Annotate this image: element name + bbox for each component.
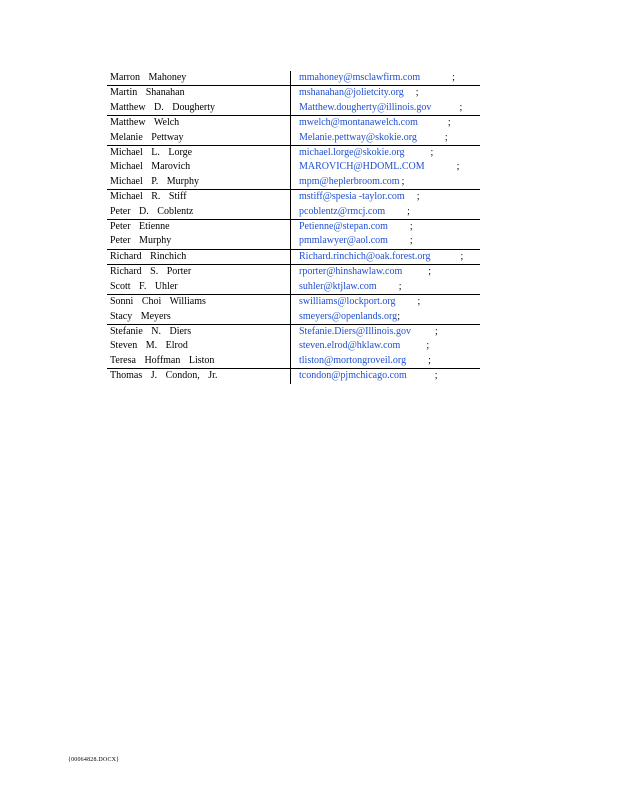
contact-email-link[interactable]: Matthew.dougherty@illinois.gov <box>299 101 432 113</box>
contact-email-link[interactable]: Melanie.pettway@skokie.org <box>299 131 417 143</box>
contact-email-link[interactable]: pcoblentz@rmcj.com <box>299 205 386 217</box>
document-footer-id: {00064828.DOCX} <box>68 757 120 763</box>
contact-email-cell <box>291 101 481 116</box>
contact-row <box>107 354 480 369</box>
contact-row <box>107 369 480 384</box>
contacts-table-body <box>107 71 480 384</box>
contact-email-link[interactable]: Stefanie.Diers@Illinois.gov <box>299 325 411 337</box>
contact-row <box>107 160 480 174</box>
contact-row <box>107 131 480 146</box>
contact-email-link[interactable]: swilliams@lockport.org <box>299 296 396 308</box>
contact-email-cell <box>291 354 481 369</box>
contact-email-cell <box>291 175 481 190</box>
contact-name: Scott F. Uhler <box>107 280 291 295</box>
contact-email-link[interactable]: mwelch@montanawelch.com <box>299 117 418 129</box>
contact-email-cell <box>291 295 481 310</box>
contact-name: Sonni Choi Williams <box>110 296 206 308</box>
email-separator: ; <box>460 250 464 262</box>
contact-name: Matthew D. Dougherty <box>107 101 291 116</box>
contact-row <box>107 146 480 161</box>
contact-row <box>107 234 480 249</box>
contact-row <box>107 86 480 101</box>
contact-email-link[interactable]: mpm@heplerbroom.com <box>299 175 400 187</box>
contact-email-link[interactable]: smeyers@openlands.org <box>299 310 398 322</box>
contact-name: Peter Etienne <box>110 221 170 233</box>
contact-email-cell <box>291 339 481 353</box>
contact-row <box>107 205 480 220</box>
email-separator: ; <box>434 325 438 337</box>
contact-row <box>107 190 480 205</box>
contact-row <box>107 101 480 116</box>
contact-email-cell <box>291 234 481 249</box>
contact-name: Martin Shanahan <box>110 87 185 99</box>
contact-name: Peter Murphy <box>107 234 291 249</box>
contact-name: Richard Rinchich <box>107 249 291 264</box>
contact-name: Melanie Pettway <box>107 131 291 146</box>
contact-email-cell <box>291 146 481 161</box>
contact-name: Thomas J. Condon, Jr. <box>110 370 218 382</box>
email-separator: ; <box>459 101 463 113</box>
email-separator: ; <box>401 175 405 187</box>
contact-email-cell <box>291 324 481 339</box>
email-separator: ; <box>417 296 421 308</box>
contact-email-link[interactable]: tliston@mortongroveil.org <box>299 354 407 366</box>
email-separator: ; <box>447 117 451 129</box>
contact-name: Michael R. Stiff <box>110 191 187 203</box>
email-separator: ; <box>428 354 431 366</box>
contact-email-link[interactable]: suhler@ktjlaw.com <box>299 280 377 292</box>
contact-email-cell <box>291 190 481 205</box>
contact-email-link[interactable]: Richard.rinchich@oak.forest.org <box>299 250 431 262</box>
contact-name: Matthew Welch <box>110 117 180 129</box>
contact-email-link[interactable]: rporter@hinshawlaw.com <box>299 266 403 278</box>
contact-name: Stacy Meyers <box>107 310 291 325</box>
contact-email-cell <box>291 71 481 86</box>
email-separator: ; <box>416 191 420 203</box>
contacts-table <box>107 71 480 384</box>
contact-email-cell <box>291 310 481 325</box>
contact-row <box>107 265 480 280</box>
contact-name: Marron Mahoney <box>107 71 291 86</box>
email-separator: ; <box>456 161 460 173</box>
contact-row <box>107 339 480 353</box>
email-separator: ; <box>444 131 448 143</box>
email-separator: ; <box>409 221 413 233</box>
contact-name: Richard S. Porter <box>110 266 192 278</box>
contact-email-link[interactable]: mshanahan@jolietcity.org <box>299 87 404 99</box>
contact-name: Steven M. Elrod <box>110 340 188 352</box>
email-separator: ; <box>407 205 410 217</box>
contact-email-cell <box>291 205 481 220</box>
contact-row <box>107 324 480 339</box>
email-separator: ; <box>452 72 455 83</box>
contact-email-cell <box>291 265 481 280</box>
contact-email-cell <box>291 131 481 146</box>
contact-email-cell <box>291 280 481 295</box>
contact-email-link[interactable]: tcondon@pjmchicago.com <box>299 370 407 382</box>
email-separator: ; <box>434 370 438 382</box>
email-separator: ; <box>428 266 432 278</box>
contact-email-cell <box>291 86 481 101</box>
contact-name: Michael P. Murphy <box>107 175 291 190</box>
contact-row <box>107 280 480 295</box>
contact-email-cell <box>291 116 481 131</box>
contact-email-link[interactable]: pmmlawyer@aol.com <box>299 235 388 247</box>
email-separator: ; <box>397 310 400 322</box>
contact-name: Michael L. Lorge <box>110 147 193 159</box>
contact-email-cell <box>291 160 481 174</box>
email-separator: ; <box>415 87 419 99</box>
contact-row <box>107 71 480 86</box>
contact-email-cell <box>291 369 481 384</box>
contact-name: Peter D. Coblentz <box>107 205 291 220</box>
email-separator: ; <box>398 280 402 292</box>
contact-name: Michael Marovich <box>110 161 191 173</box>
contact-row <box>107 310 480 325</box>
contact-email-link[interactable]: steven.elrod@hklaw.com <box>299 340 401 352</box>
contact-name: Stefanie N. Diers <box>110 325 192 337</box>
contact-row <box>107 116 480 131</box>
contact-row <box>107 249 480 264</box>
contact-email-link[interactable]: michael.lorge@skokie.org <box>299 147 405 159</box>
contact-name: Teresa Hoffman Liston <box>107 354 291 369</box>
contact-row <box>107 175 480 190</box>
contact-email-link[interactable]: mmahoney@msclawfirm.com <box>299 72 421 83</box>
contact-email-link[interactable]: mstiff@spesia -taylor.com <box>299 191 405 203</box>
contact-email-cell <box>291 220 481 235</box>
contact-row <box>107 295 480 310</box>
contact-email-link[interactable]: MAROVICH@HDOML.COM <box>299 161 425 173</box>
email-separator: ; <box>426 340 430 352</box>
contact-email-link[interactable]: Petienne@stepan.com <box>299 221 388 233</box>
contact-row <box>107 220 480 235</box>
email-separator: ; <box>430 147 434 159</box>
contact-email-cell <box>291 249 481 264</box>
email-separator: ; <box>409 235 413 247</box>
